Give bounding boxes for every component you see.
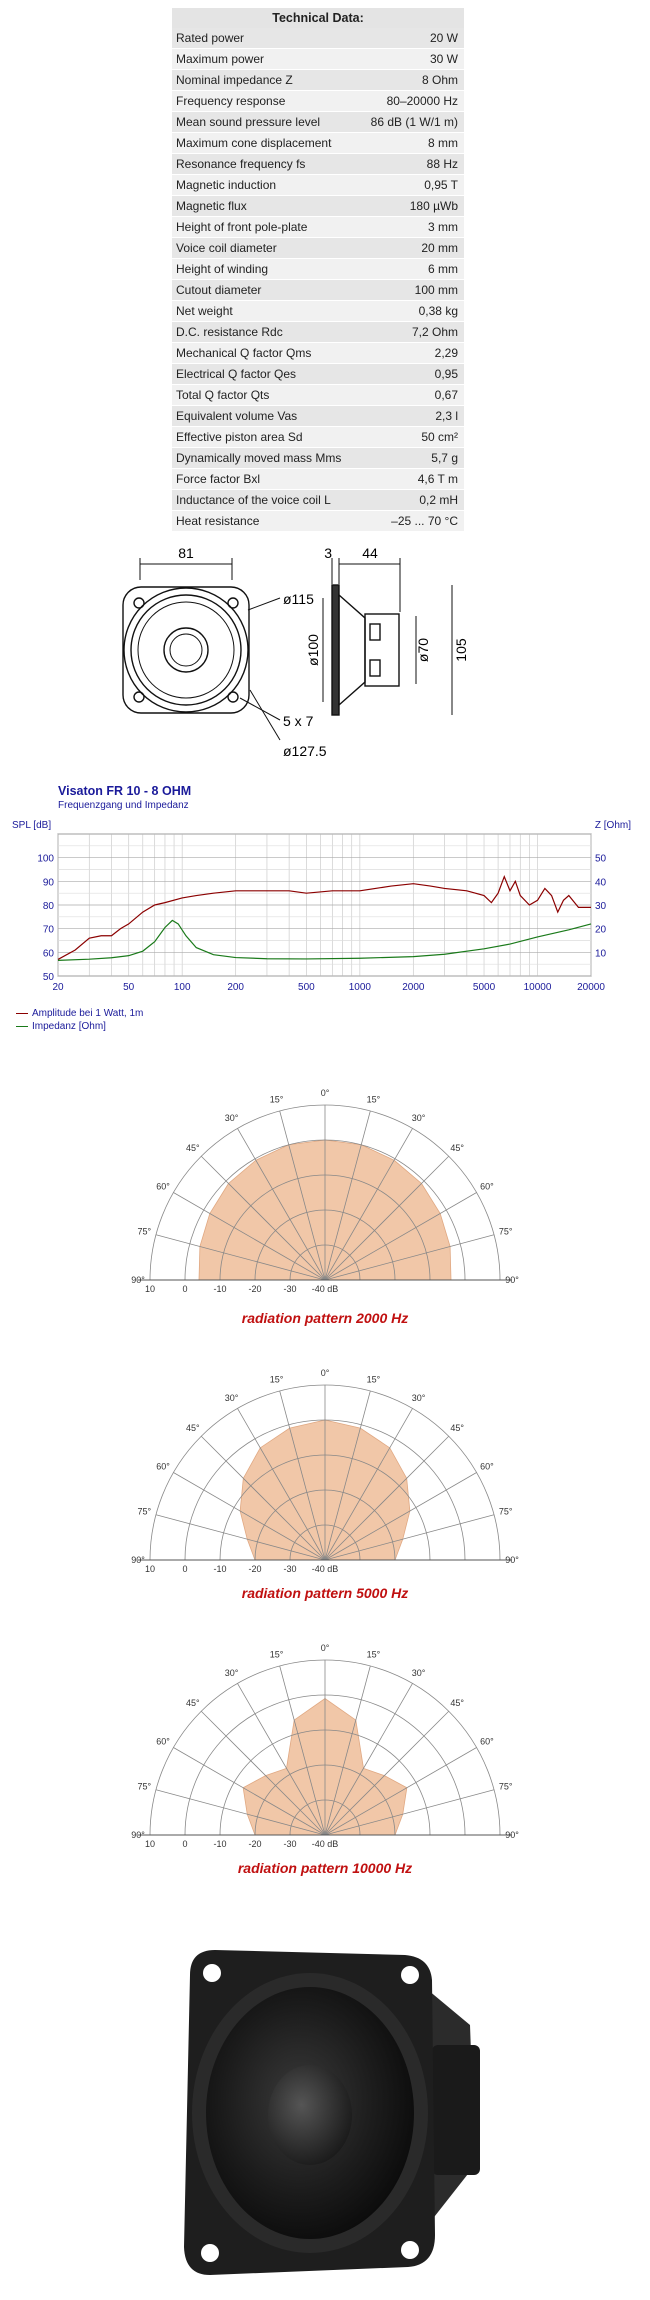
y2-tick-label: 40: [595, 877, 607, 889]
legend-amplitude-label: Amplitude bei 1 Watt, 1m: [32, 1008, 144, 1019]
polar-db-label: 0: [182, 1839, 188, 1849]
spec-label: Inductance of the voice coil L: [172, 490, 359, 511]
spec-value: 30 W: [359, 49, 464, 70]
dim-d100: ø100: [305, 634, 321, 666]
y-tick-label: 80: [42, 901, 54, 912]
polar-db-label: -20: [248, 1564, 262, 1574]
x-tick-label: 20: [52, 982, 64, 993]
legend-amplitude: [16, 1008, 143, 1019]
technical-data-table: [172, 8, 464, 532]
table-row: [172, 280, 464, 301]
spec-label: Frequency response: [172, 91, 359, 112]
polar-angle-label: 90°: [131, 1275, 145, 1285]
spec-label: Effective piston area Sd: [172, 427, 359, 448]
x-tick-label: 2000: [402, 982, 425, 993]
dim-3: 3: [324, 545, 332, 561]
table-row: [172, 448, 464, 469]
spec-label: Cutout diameter: [172, 280, 359, 301]
table-row: [172, 91, 464, 112]
table-row: [172, 133, 464, 154]
spec-label: Dynamically moved mass Mms: [172, 448, 359, 469]
x-tick-label: 5000: [472, 982, 496, 993]
dimension-drawing: [100, 540, 550, 770]
table-row: [172, 196, 464, 217]
spec-value: 0,67: [359, 385, 464, 406]
polar-angle-label: 30°: [411, 1393, 426, 1404]
table-row: [172, 322, 464, 343]
spec-label: Total Q factor Qts: [172, 385, 359, 406]
y2-tick-label: 50: [595, 853, 607, 865]
polar-angle-label: 15°: [366, 1094, 381, 1105]
spec-label: Nominal impedance Z: [172, 70, 359, 91]
polar-angle-label: 90°: [131, 1830, 145, 1840]
polar-caption-2000: radiation pattern 2000 Hz: [241, 1310, 409, 1326]
spec-value: 0,95 T: [359, 175, 464, 196]
polar-db-label: -30: [283, 1564, 297, 1574]
x-tick-label: 500: [298, 982, 315, 993]
polar-db-label: -10: [213, 1564, 227, 1574]
spec-label: Electrical Q factor Qes: [172, 364, 359, 385]
table-row: [172, 49, 464, 70]
spec-value: 180 µWb: [359, 196, 464, 217]
table-row: [172, 70, 464, 91]
spec-value: 5,7 g: [359, 448, 464, 469]
spec-value: 0,38 kg: [359, 301, 464, 322]
table-row: [172, 511, 464, 532]
polar-db-label: -20: [248, 1839, 262, 1849]
dim-105: 105: [453, 638, 469, 662]
fr-chart-title: Visaton FR 10 - 8 OHM: [58, 784, 192, 798]
polar-angle-label: 30°: [224, 1668, 239, 1679]
polar-db-label: -20: [248, 1284, 262, 1294]
table-row: [172, 427, 464, 448]
y-tick-label: 90: [42, 877, 54, 889]
table-row: [172, 175, 464, 196]
frequency-response-chart: [8, 812, 631, 1012]
y2-tick-label: 10: [595, 948, 607, 960]
x-tick-label: 10000: [523, 982, 552, 993]
polar-angle-label: 0°: [320, 1643, 330, 1653]
spec-label: Height of winding: [172, 259, 359, 280]
table-row: [172, 406, 464, 427]
spec-label: Mechanical Q factor Qms: [172, 343, 359, 364]
polar-db-label: 10: [144, 1564, 156, 1574]
y-tick-label: 100: [37, 853, 54, 865]
polar-db-label: -40 dB: [311, 1839, 339, 1849]
y-tick-label: 50: [42, 972, 54, 983]
polar-angle-label: 60°: [156, 1736, 170, 1747]
x-tick-label: 20000: [577, 982, 605, 993]
x-tick-label: 50: [123, 982, 135, 993]
polar-chart-2000: [0, 1088, 650, 1305]
spec-label: Resonance frequency fs: [172, 154, 359, 175]
polar-angle-label: 45°: [185, 1697, 200, 1708]
table-row: [172, 490, 464, 511]
polar-angle-label: 75°: [137, 1506, 152, 1517]
polar-angle-label: 45°: [450, 1697, 465, 1708]
y-tick-label: 60: [42, 948, 54, 960]
dim-screw: 5 x 7: [283, 713, 314, 729]
y2-tick-label: 20: [595, 924, 607, 936]
polar-angle-label: 15°: [269, 1374, 284, 1385]
technical-data-title: Technical Data:: [172, 8, 464, 28]
spec-value: 0,95: [359, 364, 464, 385]
polar-chart-10000: [0, 1643, 650, 1860]
spec-label: Voice coil diameter: [172, 238, 359, 259]
polar-angle-label: 75°: [137, 1226, 152, 1237]
spec-value: 20 mm: [359, 238, 464, 259]
spec-label: D.C. resistance Rdc: [172, 322, 359, 343]
dim-d70: ø70: [415, 637, 431, 663]
polar-angle-label: 75°: [498, 1781, 513, 1792]
front-view: [123, 558, 280, 740]
polar-caption-10000: radiation pattern 10000 Hz: [237, 1860, 413, 1876]
spec-value: 100 mm: [359, 280, 464, 301]
polar-angle-label: 0°: [320, 1088, 330, 1098]
polar-db-label: 0: [182, 1564, 188, 1574]
legend-impedance-label: Impedanz [Ohm]: [32, 1021, 106, 1032]
polar-db-label: 0: [182, 1284, 188, 1294]
legend-impedance: [16, 1021, 106, 1032]
spec-value: –25 ... 70 °C: [359, 511, 464, 532]
spec-label: Rated power: [172, 28, 359, 49]
spec-label: Equivalent volume Vas: [172, 406, 359, 427]
fr-chart-subtitle: Frequenzgang und Impedanz: [58, 800, 189, 811]
spec-label: Heat resistance: [172, 511, 359, 532]
table-row: [172, 301, 464, 322]
polar-angle-label: 15°: [269, 1649, 284, 1660]
polar-angle-label: 90°: [505, 1830, 519, 1840]
table-row: [172, 364, 464, 385]
polar-angle-label: 75°: [498, 1506, 513, 1517]
polar-angle-label: 30°: [224, 1393, 239, 1404]
spec-value: 2,29: [359, 343, 464, 364]
spec-label: Force factor Bxl: [172, 469, 359, 490]
spec-value: 6 mm: [359, 259, 464, 280]
polar-angle-label: 90°: [505, 1555, 519, 1565]
polar-chart-5000: [0, 1368, 650, 1585]
y-axis-label: SPL [dB]: [12, 820, 52, 831]
table-row: [172, 385, 464, 406]
spec-label: Maximum cone displacement: [172, 133, 359, 154]
spec-value: 88 Hz: [359, 154, 464, 175]
table-row: [172, 154, 464, 175]
polar-angle-label: 60°: [480, 1181, 494, 1192]
polar-angle-label: 30°: [224, 1113, 239, 1124]
polar-angle-label: 60°: [156, 1181, 170, 1192]
dim-81: 81: [178, 545, 194, 561]
polar-angle-label: 15°: [366, 1374, 381, 1385]
table-row: [172, 259, 464, 280]
polar-caption-5000: radiation pattern 5000 Hz: [241, 1585, 409, 1601]
y2-tick-label: 30: [595, 901, 607, 912]
polar-db-label: -10: [213, 1839, 227, 1849]
dim-d127: ø127.5: [283, 743, 327, 759]
spec-value: 7,2 Ohm: [359, 322, 464, 343]
spec-label: Height of front pole-plate: [172, 217, 359, 238]
polar-db-label: -30: [283, 1284, 297, 1294]
polar-db-label: -10: [213, 1284, 227, 1294]
spec-value: 8 mm: [359, 133, 464, 154]
polar-angle-label: 45°: [450, 1142, 465, 1153]
polar-angle-label: 75°: [137, 1781, 152, 1792]
polar-angle-label: 90°: [505, 1275, 519, 1285]
polar-angle-label: 60°: [480, 1736, 494, 1747]
polar-angle-label: 60°: [156, 1461, 170, 1472]
spec-label: Net weight: [172, 301, 359, 322]
table-row: [172, 343, 464, 364]
x-tick-label: 200: [227, 982, 245, 993]
spec-value: 20 W: [359, 28, 464, 49]
table-row: [172, 217, 464, 238]
dim-d115: ø115: [283, 591, 314, 607]
spec-value: 50 cm²: [359, 427, 464, 448]
spec-label: Maximum power: [172, 49, 359, 70]
polar-angle-label: 15°: [366, 1649, 381, 1660]
spec-value: 80–20000 Hz: [359, 91, 464, 112]
polar-db-label: -40 dB: [311, 1284, 339, 1294]
spec-value: 8 Ohm: [359, 70, 464, 91]
polar-angle-label: 0°: [320, 1368, 330, 1378]
table-row: [172, 112, 464, 133]
polar-angle-label: 30°: [411, 1668, 426, 1679]
polar-db-label: -40 dB: [311, 1564, 339, 1574]
polar-angle-label: 90°: [131, 1555, 145, 1565]
polar-angle-label: 45°: [185, 1422, 200, 1433]
spec-value: 86 dB (1 W/1 m): [359, 112, 464, 133]
y2-axis-label: Z [Ohm]: [594, 820, 631, 831]
table-row: [172, 238, 464, 259]
polar-angle-label: 15°: [269, 1094, 284, 1105]
polar-db-label: -30: [283, 1839, 297, 1849]
spec-value: 0,2 mH: [359, 490, 464, 511]
x-tick-label: 1000: [348, 982, 371, 993]
polar-db-label: 10: [144, 1284, 156, 1294]
table-row: [172, 469, 464, 490]
polar-angle-label: 75°: [498, 1226, 513, 1237]
spec-value: 4,6 T m: [359, 469, 464, 490]
speaker-product-photo: [170, 1935, 490, 2295]
polar-angle-label: 60°: [480, 1461, 494, 1472]
polar-angle-label: 45°: [450, 1422, 465, 1433]
y-tick-label: 70: [42, 924, 54, 936]
spec-label: Magnetic induction: [172, 175, 359, 196]
table-row: [172, 28, 464, 49]
spec-value: 2,3 l: [359, 406, 464, 427]
polar-angle-label: 45°: [185, 1142, 200, 1153]
spec-label: Mean sound pressure level: [172, 112, 359, 133]
dim-44: 44: [362, 545, 378, 561]
polar-db-label: 10: [144, 1839, 156, 1849]
polar-angle-label: 30°: [411, 1113, 426, 1124]
side-view: [323, 558, 452, 715]
spec-value: 3 mm: [359, 217, 464, 238]
x-tick-label: 100: [173, 982, 191, 993]
spec-label: Magnetic flux: [172, 196, 359, 217]
